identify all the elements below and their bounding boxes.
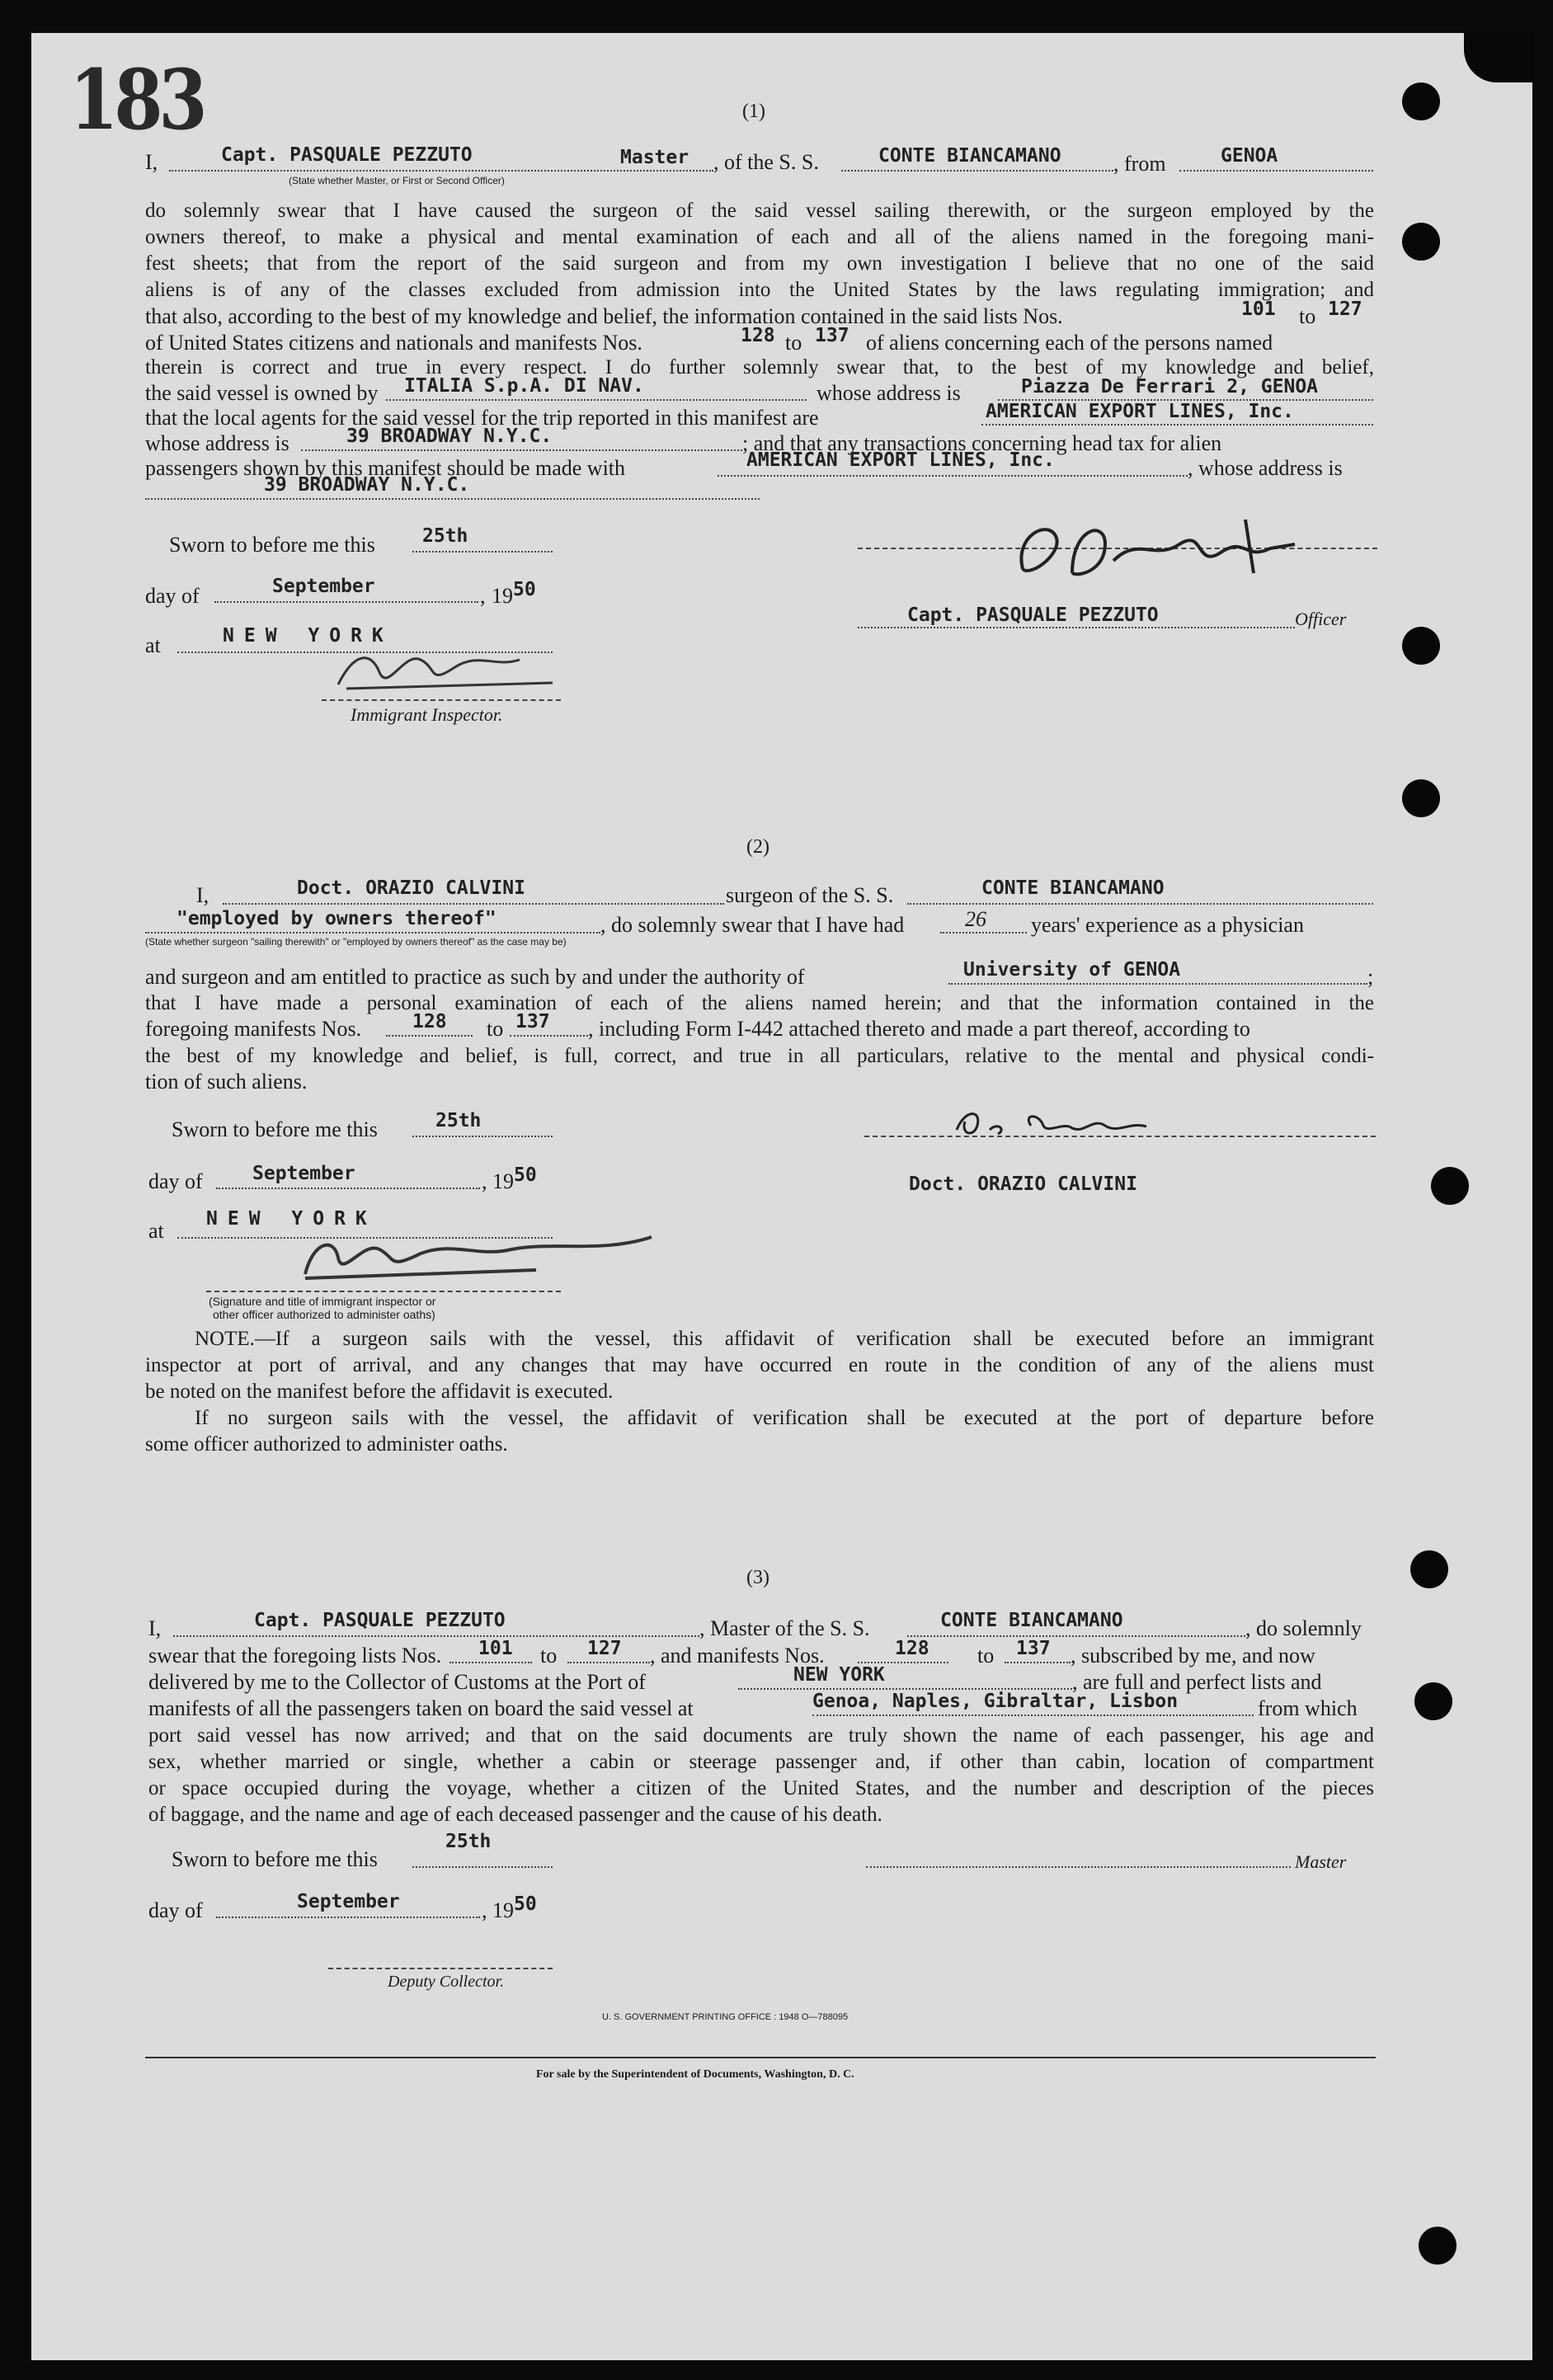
surgeon-signed-name: Doct. ORAZIO CALVINI	[909, 1174, 1137, 1195]
blank-line	[858, 1662, 948, 1663]
blank-line	[981, 424, 1373, 426]
agent-name: AMERICAN EXPORT LINES, Inc.	[986, 401, 1294, 422]
agent-address: 39 BROADWAY N.Y.C.	[346, 426, 553, 447]
blank-line	[907, 903, 1373, 905]
blank-line	[412, 551, 553, 553]
officer-name: Capt. PASQUALE PEZZUTO	[907, 604, 1159, 626]
of-ss-label: , of the S. S.	[713, 150, 819, 174]
blank-line	[386, 399, 807, 401]
punch-hole	[1431, 1167, 1469, 1205]
blank-line	[386, 1035, 473, 1037]
blank-line	[841, 170, 1113, 172]
master-sworn-year: 50	[514, 1893, 537, 1915]
master-rank: Master	[620, 147, 689, 168]
inspector-signature-2	[289, 1221, 668, 1295]
tax-agent-name: AMERICAN EXPORT LINES, Inc.	[746, 449, 1055, 471]
section-1-heading: (1)	[742, 101, 765, 122]
owner-name: ITALIA S.p.A. DI NAV.	[404, 375, 644, 397]
blank-line	[328, 1968, 553, 1969]
sworn-month: September	[272, 576, 375, 597]
manifests-to: 137	[815, 325, 849, 346]
blank-line	[510, 1035, 588, 1037]
page-stamp-number: 183	[69, 51, 204, 148]
punch-hole	[1402, 223, 1440, 261]
blank-line	[738, 1688, 1072, 1690]
punch-hole	[1410, 1550, 1448, 1588]
printing-office-line: U. S. GOVERNMENT PRINTING OFFICE : 1948 O—788095	[602, 2012, 849, 2022]
surgeon-ship: CONTE BIANCAMANO	[981, 877, 1165, 899]
i-label: I,	[145, 150, 158, 174]
ship-name-3: CONTE BIANCAMANO	[940, 1610, 1123, 1631]
surgeon-sworn-day: 25th	[435, 1110, 482, 1131]
blank-line	[449, 1662, 532, 1663]
section-3-heading: (3)	[746, 1567, 769, 1588]
punch-hole	[1402, 627, 1440, 665]
lists-to-3: 127	[587, 1638, 622, 1659]
blank-line	[322, 699, 561, 701]
blank-line	[1005, 1662, 1071, 1663]
blank-line	[214, 601, 478, 603]
section-2-heading: (2)	[746, 836, 769, 858]
blank-line	[1179, 170, 1373, 172]
blank-line	[216, 1188, 480, 1189]
rank-note: (State whether Master, or First or Second Officer)	[289, 175, 505, 186]
inspector-label: Immigrant Inspector.	[351, 704, 503, 725]
signature-line	[858, 627, 1295, 628]
surgeon-employment: "employed by owners thereof"	[176, 908, 496, 929]
inspector-signature	[322, 635, 569, 701]
punch-hole	[1402, 82, 1440, 120]
surgeon-manifests-from: 128	[412, 1011, 447, 1032]
port-from: GENOA	[1221, 145, 1278, 167]
surgeon-manifests-to: 137	[515, 1011, 550, 1032]
blank-line	[223, 903, 724, 905]
manifests-from-3: 128	[895, 1638, 929, 1659]
surgeon-signature	[948, 1097, 1196, 1146]
punch-hole	[1419, 2227, 1457, 2265]
blank-line	[567, 1662, 650, 1663]
blank-line	[216, 1917, 480, 1918]
surgeon-sworn-at: NEW YORK	[206, 1208, 377, 1230]
deputy-collector-label: Deputy Collector.	[388, 1973, 505, 1991]
sworn-day: 25th	[422, 525, 468, 547]
owner-address: Piazza De Ferrari 2, GENOA	[1021, 376, 1319, 397]
lists-from: 101	[1241, 299, 1276, 320]
years-experience: 26	[965, 907, 986, 931]
blank-line	[718, 475, 1188, 477]
tax-agent-address: 39 BROADWAY N.Y.C.	[264, 474, 470, 496]
blank-line	[412, 1136, 553, 1137]
master-name: Capt. PASQUALE PEZZUTO	[221, 144, 473, 166]
blank-line	[907, 1635, 1245, 1637]
master-name-3: Capt. PASQUALE PEZZUTO	[254, 1610, 506, 1631]
blank-line	[173, 1635, 699, 1637]
surgeon-name: Doct. ORAZIO CALVINI	[297, 877, 525, 899]
master-sworn-day: 25th	[445, 1831, 492, 1852]
sale-note: For sale by the Superintendent of Documents, Washington, D. C.	[536, 2068, 854, 2081]
manifests-to-3: 137	[1016, 1638, 1051, 1659]
punch-hole	[1402, 779, 1440, 817]
from-label: , from	[1113, 152, 1166, 176]
master-signature	[998, 503, 1311, 602]
sworn-year: 50	[513, 579, 536, 600]
blank-line	[812, 1714, 1254, 1716]
signature-line	[864, 1136, 1376, 1137]
manifests-from: 128	[741, 325, 775, 346]
surgeon-sworn-year: 50	[514, 1164, 537, 1186]
blank-line	[412, 1866, 553, 1868]
ship-name: CONTE BIANCAMANO	[878, 145, 1061, 167]
blank-line	[301, 449, 742, 451]
note-paragraph: NOTE.—If a surgeon sails with the vessel, this affidavit of verification shall be executed before an immigrant inspector at port of arrival, and any changes that may have occurred en route in the condition of any of the aliens must be noted on the manifest before the affidavit is executed. If no surgeon sails with the vessel, the affidavit of verification shall be executed at the port of departure before some officer authorized to administer oaths.	[145, 1328, 1374, 1456]
blank-line	[940, 932, 1027, 934]
sworn-at: NEW YORK	[223, 625, 393, 647]
section-1-paragraph: do solemnly swear that I have caused the surgeon of the said vessel sailing therewith, or the surgeon employed by the owners thereof, to make a physical and mental examination of each and all of the aliens named in the foregoing mani- fest sheets; that from the report of the said surgeon and from my own investigation I believe that no one of the said aliens is of any of the classes excluded from admission into the United States by the laws regulating immigration; and	[145, 200, 1374, 301]
blank-line	[145, 498, 760, 500]
surgeon-sworn-month: September	[252, 1163, 355, 1184]
blank-line	[206, 1291, 561, 1292]
punch-hole	[1414, 1682, 1452, 1720]
blank-line	[169, 170, 713, 172]
comma: ,	[480, 584, 486, 608]
ports-embarked: Genoa, Naples, Gibraltar, Lisbon	[812, 1691, 1179, 1712]
arrival-port: NEW YORK	[793, 1664, 885, 1686]
license-authority: University of GENOA	[963, 959, 1181, 981]
lists-to: 127	[1328, 299, 1362, 320]
blank-line	[145, 932, 600, 934]
master-sworn-month: September	[297, 1891, 400, 1912]
blank-line	[948, 983, 1367, 985]
signature-line	[866, 1866, 1291, 1868]
footer-rule	[145, 2057, 1376, 2058]
lists-from-3: 101	[478, 1638, 513, 1659]
employment-note: (State whether surgeon "sailing therewith" or "employed by owners thereof" as the case may be)	[145, 936, 567, 948]
